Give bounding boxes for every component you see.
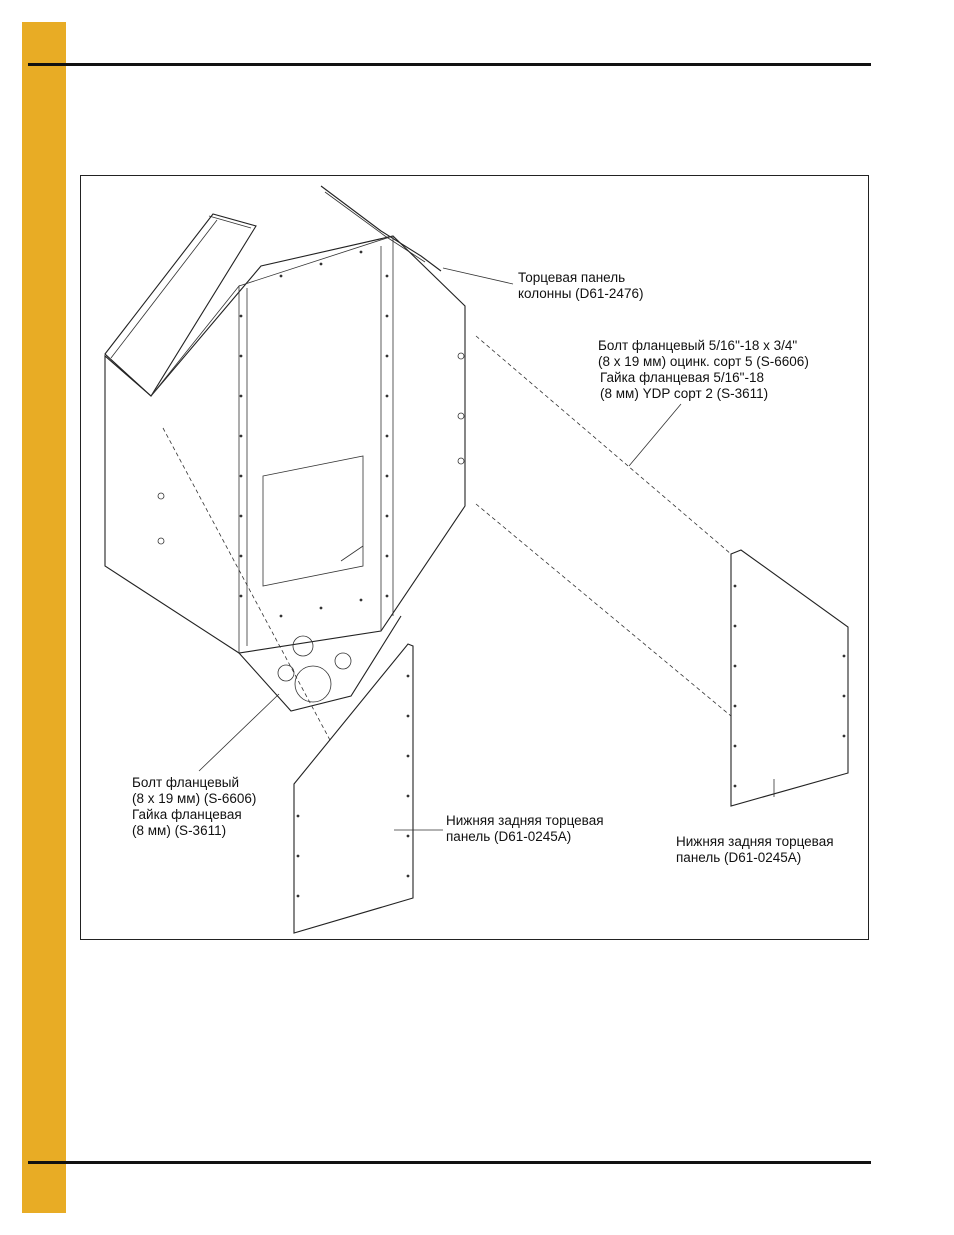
side-accent-bar [22, 22, 66, 1213]
callout-lower-rear-panel-right [676, 834, 834, 866]
header-rule [28, 63, 871, 66]
projection-line [476, 504, 731, 716]
column-end-panel-body [105, 236, 465, 711]
leader-line [443, 268, 513, 284]
callout-line: (8 мм) (S-3611) [132, 823, 227, 838]
callout-line: Торцевая панель [518, 270, 626, 285]
callout-bolt-nut-galv [600, 338, 809, 402]
callout-line: Болт фланцевый 5/16"-18 x 3/4" [598, 338, 798, 353]
callout-line: Гайка фланцевая [132, 807, 242, 822]
lower-rear-panel-right [731, 550, 848, 806]
callout-line: Нижняя задняя торцевая [446, 813, 604, 828]
callout-line: (8 x 19 мм) (S-6606) [132, 791, 257, 806]
footer-rule [28, 1161, 871, 1164]
callout-line: (8 мм) YDP сорт 2 (S-3611) [600, 386, 769, 401]
callout-line: панель (D61-0245A) [676, 850, 802, 865]
callout-line: колонны (D61-2476) [518, 286, 644, 301]
roof-panel-left [105, 214, 256, 396]
callout-line: Болт фланцевый [132, 775, 240, 790]
leader-line [629, 404, 681, 466]
callout-line: Нижняя задняя торцевая [676, 834, 834, 849]
callout-bolt-nut-short [132, 775, 256, 839]
callout-lower-rear-panel-left [446, 813, 604, 845]
lower-rear-panel-left [294, 644, 413, 933]
callout-column-end-panel [518, 270, 643, 302]
callout-line: (8 x 19 мм) оцинк. сорт 5 (S-6606) [598, 354, 809, 369]
callout-line: панель (D61-0245A) [446, 829, 572, 844]
callout-line: Гайка фланцевая 5/16"-18 [600, 370, 764, 385]
leader-line [199, 694, 279, 771]
